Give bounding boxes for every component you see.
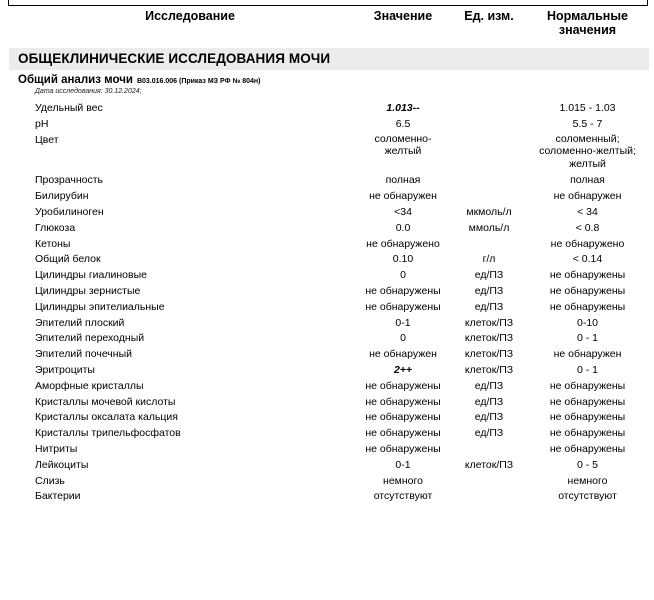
result-name: Кристаллы оксалата кальция xyxy=(35,411,178,424)
test-title xyxy=(18,74,260,86)
table-row xyxy=(0,300,654,316)
result-value: 0-1 xyxy=(395,458,411,471)
table-row xyxy=(0,252,654,268)
result-value: не обнаружен xyxy=(369,348,437,361)
column-header-value: Значение xyxy=(373,9,433,23)
result-name: Эпителий плоский xyxy=(35,316,125,329)
result-name: Уробилиноген xyxy=(35,205,104,218)
table-row xyxy=(0,205,654,221)
result-norm: 1.015 - 1.03 xyxy=(559,102,616,114)
result-norm: < 0.14 xyxy=(572,253,603,266)
result-unit: клеток/ПЗ xyxy=(464,332,514,345)
result-name: Лейкоциты xyxy=(35,458,89,471)
result-norm: 0-10 xyxy=(576,316,598,329)
result-value: 0.0 xyxy=(395,221,411,234)
results-table xyxy=(0,101,654,505)
result-norm: 0 - 1 xyxy=(576,363,598,376)
result-norm: не обнаружены xyxy=(549,395,626,408)
result-name: pH xyxy=(35,117,49,130)
table-row xyxy=(0,331,654,347)
result-norm: не обнаружены xyxy=(549,379,626,392)
result-norm: 0 - 5 xyxy=(576,458,598,471)
table-row xyxy=(0,189,654,205)
result-norm: не обнаружены xyxy=(549,411,626,424)
table-row xyxy=(0,489,654,505)
result-value: не обнаружены xyxy=(365,300,441,313)
result-norm: не обнаружены xyxy=(549,300,626,313)
test-code: B03.016.006 (Приказ МЗ РФ № 804н) xyxy=(136,78,261,85)
result-norm: не обнаружены xyxy=(549,284,626,297)
result-value: не обнаружены xyxy=(365,427,441,440)
table-row xyxy=(0,395,654,411)
table-row xyxy=(0,101,654,117)
result-unit: клеток/ПЗ xyxy=(464,363,514,376)
result-name: Эпителий переходный xyxy=(35,332,145,345)
table-row xyxy=(0,117,654,133)
table-row xyxy=(0,442,654,458)
result-norm: не обнаружен xyxy=(553,190,622,203)
table-row xyxy=(0,410,654,426)
result-value: 0-1 xyxy=(395,316,411,329)
result-name: Билирубин xyxy=(35,190,89,203)
result-unit: ммоль/л xyxy=(468,221,510,234)
result-value: 0 xyxy=(400,269,406,282)
result-norm: не обнаружен xyxy=(553,348,622,361)
result-name: Общий белок xyxy=(35,253,101,266)
result-value: не обнаружен xyxy=(369,190,437,203)
result-value: не обнаружены xyxy=(365,379,441,392)
table-row xyxy=(0,363,654,379)
result-value: не обнаружены xyxy=(365,284,441,297)
result-norm: < 34 xyxy=(577,205,598,218)
table-row xyxy=(0,221,654,237)
column-header-unit: Ед. изм. xyxy=(464,9,514,23)
result-unit: клеток/ПЗ xyxy=(464,348,514,361)
result-norm: соломенный; соломенно-желтый; желтый xyxy=(539,132,636,170)
result-norm: < 0.8 xyxy=(575,221,600,234)
column-header-norm-line2: значения xyxy=(558,23,617,37)
result-name: Нитриты xyxy=(35,442,78,455)
table-row xyxy=(0,426,654,442)
result-norm: не обнаружено xyxy=(550,237,625,250)
result-norm: 0 - 1 xyxy=(576,332,598,345)
table-row xyxy=(0,379,654,395)
result-name: Цилиндры эпителиальные xyxy=(35,300,165,313)
result-unit: клеток/ПЗ xyxy=(464,458,514,471)
table-row xyxy=(0,268,654,284)
result-value: не обнаружено xyxy=(366,237,440,250)
table-row xyxy=(0,237,654,253)
table-row xyxy=(0,474,654,490)
result-name: Цилиндры гиалиновые xyxy=(35,269,147,282)
result-value: 2++ xyxy=(393,363,413,376)
result-unit: ед/ПЗ xyxy=(474,427,504,440)
table-row xyxy=(0,458,654,474)
result-norm: не обнаружены xyxy=(549,442,626,455)
column-header-norm xyxy=(530,9,645,37)
result-value: 0 xyxy=(400,332,406,345)
result-name: Кристаллы трипельфосфатов xyxy=(35,427,181,440)
result-value: не обнаружены xyxy=(365,395,441,408)
result-norm: немного xyxy=(567,474,608,487)
result-value: не обнаружены xyxy=(365,411,441,424)
result-value: 0.10 xyxy=(392,253,414,266)
result-norm: отсутствуют xyxy=(558,490,617,503)
column-header-norm-line1: Нормальные xyxy=(547,9,628,23)
section-title: ОБЩЕКЛИНИЧЕСКИЕ ИССЛЕДОВАНИЯ МОЧИ xyxy=(18,51,331,66)
test-date: Дата исследования: 30.12.2024; xyxy=(35,88,142,95)
result-name: Кетоны xyxy=(35,237,71,250)
table-row xyxy=(0,347,654,363)
table-frame-top xyxy=(8,0,648,6)
column-header-study: Исследование xyxy=(145,9,235,23)
result-name: Цилиндры зернистые xyxy=(35,284,141,297)
result-norm: не обнаружены xyxy=(549,269,626,282)
result-norm: полная xyxy=(570,174,605,187)
result-unit: г/л xyxy=(482,253,496,266)
result-value: 6.5 xyxy=(395,117,411,130)
result-value: отсутствуют xyxy=(373,490,433,503)
result-unit: ед/ПЗ xyxy=(474,411,504,424)
result-name: Глюкоза xyxy=(35,221,76,234)
result-name: Аморфные кристаллы xyxy=(35,379,144,392)
result-unit: ед/ПЗ xyxy=(474,379,504,392)
result-value: не обнаружены xyxy=(365,442,441,455)
result-norm: не обнаружены xyxy=(549,427,626,440)
result-name: Удельный вес xyxy=(35,102,103,114)
result-name: Эпителий почечный xyxy=(35,348,132,361)
result-name: Эритроциты xyxy=(35,363,95,376)
table-row xyxy=(0,284,654,300)
result-unit: ед/ПЗ xyxy=(474,284,504,297)
result-value: 1.013-- xyxy=(386,102,420,114)
table-row xyxy=(0,316,654,332)
table-row xyxy=(0,133,654,174)
result-value: немного xyxy=(383,474,423,487)
result-name: Слизь xyxy=(35,474,65,487)
result-value: полная xyxy=(385,174,421,187)
test-name: Общий анализ мочи xyxy=(18,74,133,86)
result-name: Кристаллы мочевой кислоты xyxy=(35,395,176,408)
result-unit: мкмоль/л xyxy=(466,205,512,218)
result-value: <34 xyxy=(394,205,412,218)
result-unit: ед/ПЗ xyxy=(474,300,504,313)
result-value: соломенно- желтый xyxy=(374,132,432,158)
result-name: Прозрачность xyxy=(35,174,104,187)
table-row xyxy=(0,173,654,189)
result-norm: 5.5 - 7 xyxy=(572,117,603,130)
result-unit: ед/ПЗ xyxy=(474,395,504,408)
result-name: Бактерии xyxy=(35,490,81,503)
result-name: Цвет xyxy=(35,133,59,146)
result-unit: клеток/ПЗ xyxy=(464,316,514,329)
result-unit: ед/ПЗ xyxy=(474,269,504,282)
